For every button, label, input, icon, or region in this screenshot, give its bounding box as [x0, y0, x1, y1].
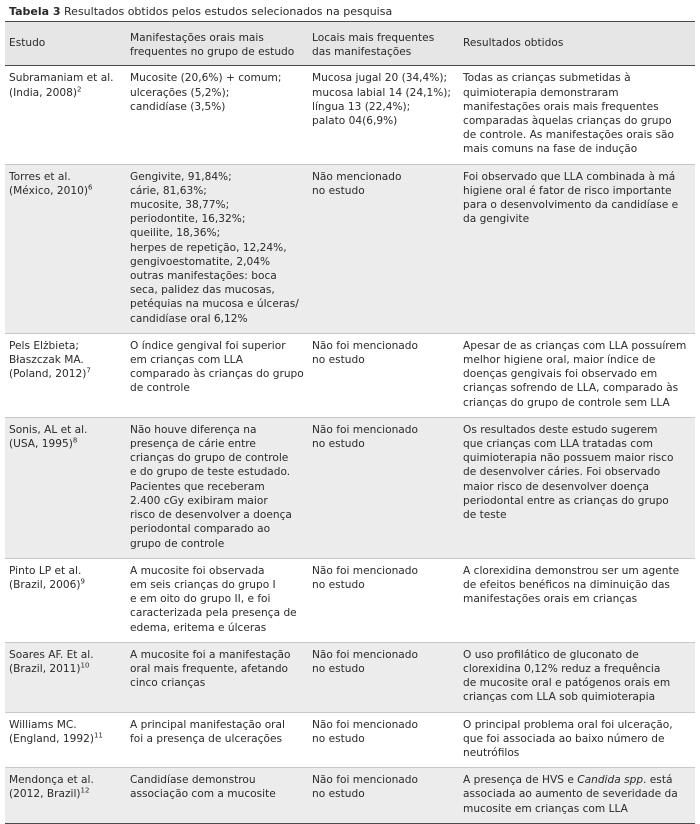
manifestations-line: mucosite, 38,77%; — [130, 199, 230, 212]
locations-line: no estudo — [312, 788, 365, 801]
table-row — [5, 712, 695, 768]
manifestations-line: periodontal comparado ao — [130, 523, 271, 536]
locations-line: mucosa labial 14 (24,1%); — [312, 86, 451, 99]
locations-line: Não foi mencionado — [312, 648, 418, 661]
study-text: (USA, 1995) — [9, 438, 73, 451]
header-results — [459, 22, 695, 66]
cell-manifestations — [126, 66, 308, 164]
study-line — [9, 71, 122, 85]
results-line: quimioterapia não possuem maior risco — [463, 452, 674, 465]
cell-study — [5, 333, 126, 417]
study-line — [9, 86, 122, 100]
manifestations-line: periodontite, 16,32%; — [130, 213, 246, 226]
table-row — [5, 164, 695, 333]
results-line: crianças sofrendo de LLA, comparado às — [463, 382, 679, 395]
caption-text: Resultados obtidos pelos estudos selecionados na pesquisa — [64, 5, 393, 18]
reference-number: 6 — [87, 183, 93, 192]
manifestations-line: O índice gengival foi superior — [130, 339, 286, 352]
study-text: (Poland, 2012) — [9, 368, 87, 381]
locations-line: Não foi mencionado — [312, 564, 418, 577]
results-line: para o desenvolvimento da candidíase e — [463, 199, 679, 212]
manifestations-line: candidíase oral 6,12% — [130, 312, 248, 325]
header-study — [5, 22, 126, 66]
cell-study — [5, 712, 126, 768]
results-line: quimioterapia demonstraram — [463, 86, 619, 99]
manifestations-line: Mucosite (20,6%) + comum; — [130, 72, 282, 85]
study-line — [9, 353, 122, 367]
manifestations-line: herpes de repetição, 12,24%, — [130, 241, 287, 254]
manifestations-line: presença de cárie entre — [130, 438, 256, 451]
locations-line: no estudo — [312, 438, 365, 451]
reference-number: 9 — [80, 577, 85, 586]
manifestations-line: candidíase (3,5%) — [130, 100, 226, 113]
study-line — [9, 184, 122, 198]
manifestations-line: ulcerações (5,2%); — [130, 86, 230, 99]
locations-line: Não mencionado — [312, 170, 402, 183]
study-text: (England, 1992) — [9, 732, 94, 745]
table-row — [5, 417, 695, 558]
results-line: crianças com LLA sob quimioterapia — [463, 691, 656, 704]
manifestations-line: associação com a mucosite — [130, 788, 276, 801]
results-line: A clorexidina demonstrou ser um agente — [463, 564, 680, 577]
cell-study — [5, 164, 126, 333]
study-text: Subramaniam et al. — [9, 72, 114, 85]
study-line — [9, 732, 122, 746]
table-body — [5, 66, 695, 823]
manifestations-line: caracterizada pela presença de — [130, 607, 297, 620]
reference-number: 2 — [76, 85, 82, 94]
results-line: manifestações orais em crianças — [463, 593, 638, 606]
locations-line: no estudo — [312, 732, 365, 745]
table-row — [5, 66, 695, 164]
locations-line: Não foi mencionado — [312, 423, 418, 436]
header-locations — [308, 22, 459, 66]
results-line: da gengivite — [463, 213, 530, 226]
cell-study — [5, 66, 126, 164]
header-results-label: Resultados obtidos — [463, 36, 564, 49]
manifestations-line: outras manifestações: boca — [130, 270, 277, 283]
manifestations-line: queilite, 18,36%; — [130, 227, 221, 240]
reference-number: 10 — [80, 661, 90, 670]
manifestations-line: grupo de controle — [130, 537, 225, 550]
manifestations-line: cárie, 81,63%; — [130, 184, 207, 197]
header-locations-line: das manifestações — [312, 46, 412, 59]
cell-results — [459, 66, 695, 164]
header-study-label: Estudo — [9, 36, 46, 49]
header-manifestations-line: Manifestações orais mais — [130, 32, 264, 44]
manifestations-line: edema, eritema e úlceras — [130, 621, 267, 634]
study-line — [9, 787, 122, 801]
study-line — [9, 662, 122, 676]
study-line — [9, 367, 122, 381]
table-row — [5, 333, 695, 417]
results-line: Foi observado que LLA combinada à má — [463, 170, 676, 183]
study-text: (México, 2010) — [9, 184, 88, 197]
reference-number: 11 — [93, 731, 103, 740]
locations-line: palato 04(6,9%) — [312, 115, 398, 128]
locations-line: Mucosa jugal 20 (34,4%); — [312, 72, 448, 85]
locations-line: no estudo — [312, 578, 365, 591]
results-line: periodontal entre as crianças do grupo — [463, 494, 669, 507]
results-line: comparadas àquelas crianças do grupo — [463, 115, 672, 128]
study-line — [9, 648, 122, 662]
results-line — [463, 773, 691, 787]
manifestations-line: 2.400 cGy exibiram maior — [130, 494, 268, 507]
results-line: O uso profilático de gluconato de — [463, 648, 639, 661]
study-text: Torres et al. — [9, 170, 71, 183]
manifestations-line: Pacientes que receberam — [130, 480, 265, 493]
cell-manifestations — [126, 558, 308, 642]
cell-manifestations — [126, 417, 308, 558]
study-text: Pels Elżbieta; — [9, 339, 79, 352]
results-line: doenças gengivais foi observado em — [463, 368, 658, 381]
cell-results — [459, 558, 695, 642]
study-line — [9, 773, 122, 787]
caption-label: Tabela 3 — [9, 5, 61, 18]
reference-number: 12 — [80, 786, 90, 795]
results-line: Apesar de as crianças com LLA possuírem — [463, 339, 687, 352]
study-line — [9, 437, 122, 451]
reference-number: 7 — [86, 366, 91, 375]
cell-manifestations — [126, 164, 308, 333]
cell-manifestations — [126, 333, 308, 417]
results-table — [5, 21, 695, 824]
results-line: manifestações orais mais frequentes — [463, 100, 659, 113]
table-caption — [5, 3, 695, 21]
study-text: (Brazil, 2006) — [9, 578, 81, 591]
manifestations-line: de controle — [130, 382, 190, 395]
results-line: crianças do grupo de controle sem LLA — [463, 396, 670, 409]
results-line: maior risco de desenvolver doença — [463, 480, 650, 493]
results-line: Os resultados deste estudo sugerem — [463, 423, 658, 436]
results-line: associada ao aumento de severidade da — [463, 788, 678, 801]
results-line: de mucosite oral e patógenos orais em — [463, 677, 671, 690]
locations-line: Não foi mencionado — [312, 339, 418, 352]
locations-line: Não foi mencionado — [312, 718, 418, 731]
reference-number: 8 — [72, 436, 78, 445]
manifestations-line: A principal manifestação oral — [130, 718, 285, 731]
study-text: Sonis, AL et al. — [9, 423, 88, 436]
locations-line: no estudo — [312, 354, 365, 367]
results-line: mais comuns na fase de indução — [463, 143, 638, 156]
results-line: de teste — [463, 509, 507, 522]
manifestations-line: foi a presença de ulcerações — [130, 732, 282, 745]
manifestations-line: e do grupo de teste estudado. — [130, 466, 291, 479]
study-text: Williams MC. — [9, 718, 77, 731]
cell-locations — [308, 417, 459, 558]
study-text: (India, 2008) — [9, 86, 77, 99]
study-text: Pinto LP et al. — [9, 564, 82, 577]
cell-locations — [308, 558, 459, 642]
cell-results — [459, 164, 695, 333]
results-line: mucosite em crianças com LLA — [463, 802, 628, 815]
locations-line: no estudo — [312, 662, 365, 675]
results-text: A presença de HVS e — [463, 774, 578, 787]
header-manifestations-line: frequentes no grupo de estudo — [130, 46, 295, 59]
manifestations-line: petéquias na mucosa e úlceras/ — [130, 298, 299, 311]
manifestations-line: oral mais frequente, afetando — [130, 662, 289, 675]
study-line — [9, 339, 122, 353]
results-line: neutrófilos — [463, 746, 520, 759]
cell-results — [459, 417, 695, 558]
cell-locations — [308, 164, 459, 333]
manifestations-line: em crianças com LLA — [130, 354, 244, 367]
manifestations-line: Gengivite, 91,84%; — [130, 170, 232, 183]
locations-line: Não foi mencionado — [312, 774, 418, 787]
manifestations-line: Candidíase demonstrou — [130, 774, 256, 787]
manifestations-line: comparado às crianças do grupo — [130, 368, 304, 381]
results-line: de efeitos benéficos na diminuição das — [463, 578, 670, 591]
results-line: clorexidina 0,12% reduz a frequência — [463, 662, 661, 675]
study-text: (Brazil, 2011) — [9, 662, 81, 675]
results-line: higiene oral é fator de risco importante — [463, 184, 672, 197]
study-text: Soares AF. Et al. — [9, 648, 94, 661]
results-line: melhor higiene oral, maior índice de — [463, 354, 656, 367]
table-row — [5, 642, 695, 712]
results-line: Todas as crianças submetidas à — [463, 72, 631, 85]
results-line: que foi associada ao baixo número de — [463, 732, 665, 745]
results-line: de desenvolver cáries. Foi observado — [463, 466, 661, 479]
study-line — [9, 170, 122, 184]
manifestations-line: A mucosite foi a manifestação — [130, 648, 291, 661]
species-name: Candida spp — [577, 774, 644, 787]
table-row — [5, 558, 695, 642]
results-line: que crianças com LLA tratadas com — [463, 438, 653, 451]
cell-results — [459, 712, 695, 768]
results-line: O principal problema oral foi ulceração, — [463, 718, 673, 731]
study-line — [9, 423, 122, 437]
table-figure — [5, 3, 695, 824]
results-text: . está — [643, 774, 673, 787]
study-text: (2012, Brazil) — [9, 788, 81, 801]
manifestations-line: crianças do grupo de controle — [130, 452, 289, 465]
cell-study — [5, 642, 126, 712]
cell-study — [5, 558, 126, 642]
cell-results — [459, 333, 695, 417]
locations-line: no estudo — [312, 184, 365, 197]
manifestations-line: risco de desenvolver a doença — [130, 509, 292, 522]
manifestations-line: seca, palidez das mucosas, — [130, 284, 275, 297]
manifestations-line: e em oito do grupo II, e foi — [130, 593, 271, 606]
cell-locations — [308, 642, 459, 712]
cell-study — [5, 417, 126, 558]
manifestations-line: gengivoestomatite, 2,04% — [130, 255, 271, 268]
header-manifestations — [126, 22, 308, 66]
table-header-row — [5, 22, 695, 66]
cell-manifestations — [126, 712, 308, 768]
manifestations-line: Não houve diferença na — [130, 423, 257, 436]
study-text: Mendonça et al. — [9, 774, 94, 787]
manifestations-line: em seis crianças do grupo I — [130, 578, 276, 591]
cell-manifestations — [126, 642, 308, 712]
manifestations-line: cinco crianças — [130, 677, 206, 690]
cell-locations — [308, 333, 459, 417]
study-line — [9, 564, 122, 578]
cell-locations — [308, 66, 459, 164]
study-text: Błaszczak MA. — [9, 354, 84, 367]
cell-locations — [308, 712, 459, 768]
results-line: de controle. As manifestações orais são — [463, 129, 674, 142]
study-line — [9, 718, 122, 732]
manifestations-line: A mucosite foi observada — [130, 564, 265, 577]
cell-results — [459, 642, 695, 712]
locations-line: língua 13 (22,4%); — [312, 100, 411, 113]
study-line — [9, 578, 122, 592]
header-locations-line: Locais mais frequentes — [312, 32, 435, 44]
